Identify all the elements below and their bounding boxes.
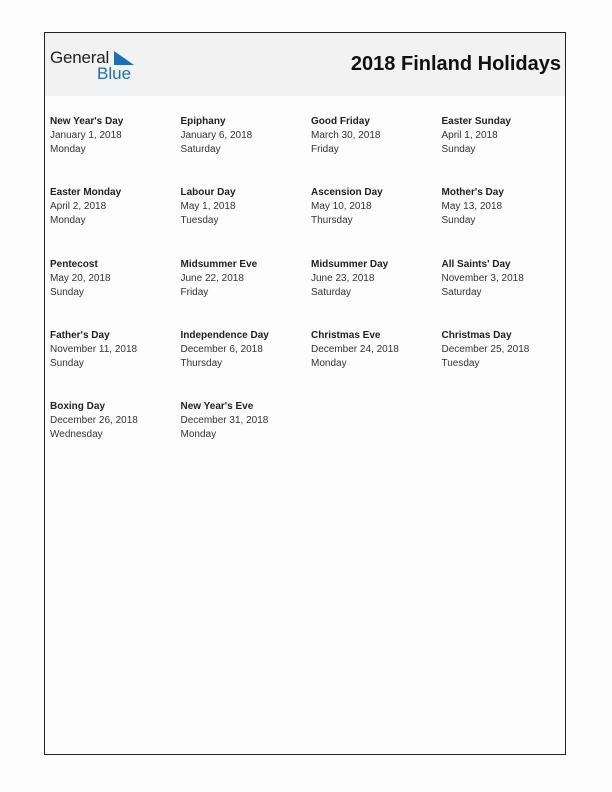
holiday-name: Pentecost [50,258,98,270]
holiday-date: November 11, 2018 [50,343,138,355]
holiday-name: Easter Monday [50,187,122,199]
holiday-date: January 1, 2018 [50,130,122,141]
holiday-entry [50,186,181,257]
holiday-entry [311,186,442,257]
holiday-entry [50,115,181,186]
holiday-date: December 6, 2018 [180,343,263,355]
holiday-name: New Year's Eve [180,401,254,413]
holiday-entry [181,186,312,257]
holiday-entry [50,400,181,471]
holiday-name: Christmas Eve [311,329,381,341]
holiday-date: January 6, 2018 [180,130,253,141]
holiday-weekday: Friday [180,286,209,298]
holiday-name: Midsummer Eve [180,258,258,270]
holiday-name: Easter Sunday [441,116,511,127]
holiday-weekday: Monday [180,429,217,441]
holiday-date: November 3, 2018 [441,272,524,284]
holiday-entry [442,258,573,329]
holiday-entry [442,186,573,257]
logo-flag-icon [114,51,134,65]
logo-word-general: General [50,48,110,67]
holiday-date: May 20, 2018 [50,272,111,284]
holiday-entry [311,115,442,186]
holiday-date: May 1, 2018 [180,201,236,213]
holiday-date: December 25, 2018 [441,343,530,355]
holiday-weekday: Thursday [311,215,353,227]
holiday-weekday: Sunday [441,144,476,155]
holiday-entry [442,115,573,186]
holiday-name: New Year's Day [50,116,124,127]
holiday-date: December 31, 2018 [180,415,269,427]
holiday-weekday: Wednesday [50,429,103,441]
holiday-weekday: Friday [311,144,339,155]
holiday-entry [442,329,573,400]
holiday-weekday: Sunday [441,215,476,227]
logo-word-blue: Blue [97,64,132,83]
holiday-entry [50,329,181,400]
holiday-entry [311,329,442,400]
holiday-name: Independence Day [180,329,269,341]
holiday-name: Good Friday [311,116,370,127]
header-band [45,33,565,96]
holiday-entry [311,258,442,329]
holiday-weekday: Saturday [180,144,221,155]
holiday-date: May 10, 2018 [311,201,372,213]
holiday-entry [181,329,312,400]
holiday-entry [181,400,312,471]
holiday-weekday: Monday [50,215,86,227]
holiday-name: Christmas Day [441,329,512,341]
holiday-weekday: Monday [50,144,86,155]
holiday-weekday: Sunday [50,286,84,298]
holiday-name: Mother's Day [441,187,504,199]
holiday-date: June 22, 2018 [180,272,244,284]
holiday-date: December 26, 2018 [50,415,138,427]
generalblue-logo [50,48,140,84]
holiday-weekday: Tuesday [180,215,219,227]
holiday-entry [181,258,312,329]
holiday-weekday: Monday [311,357,347,369]
document-title: 2018 Finland Holidays [350,53,561,75]
holiday-entry [50,258,181,329]
holiday-date: March 30, 2018 [311,130,381,141]
holiday-name: Boxing Day [50,401,106,413]
holiday-name: Father's Day [50,329,110,341]
holiday-date: May 13, 2018 [441,201,503,213]
holiday-date: June 23, 2018 [311,272,375,284]
holiday-name: Labour Day [180,187,236,199]
page-frame [44,32,566,755]
holiday-weekday: Sunday [50,357,84,369]
holiday-date: April 2, 2018 [50,201,107,213]
holiday-weekday: Saturday [311,286,352,298]
holiday-weekday: Saturday [441,286,482,298]
holiday-date: April 1, 2018 [441,130,498,141]
holiday-list [50,115,570,471]
holiday-name: Midsummer Day [311,258,389,270]
holiday-weekday: Tuesday [441,357,480,369]
holiday-name: All Saints' Day [441,258,511,270]
holiday-weekday: Thursday [180,357,223,369]
holiday-name: Ascension Day [311,187,383,199]
holiday-name: Epiphany [180,116,226,127]
holiday-date: December 24, 2018 [311,343,399,355]
holiday-entry [181,115,312,186]
